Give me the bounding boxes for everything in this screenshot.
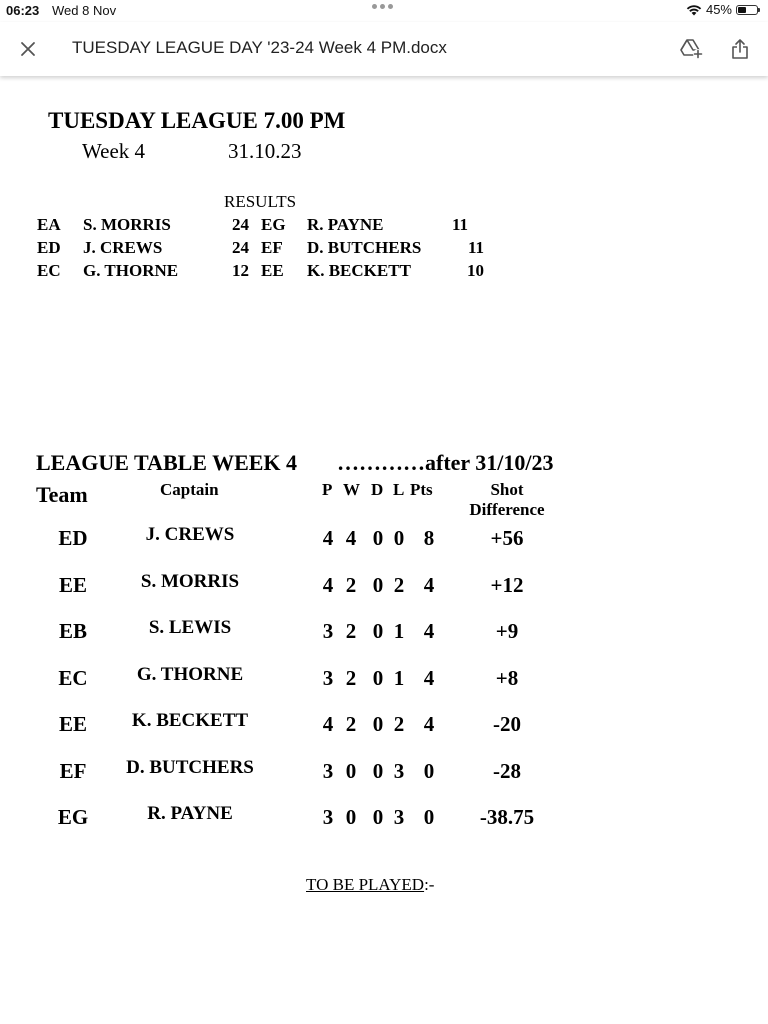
cell-p: 4	[322, 573, 334, 597]
cell-pts: 0	[423, 805, 435, 829]
cell-l: 3	[393, 759, 405, 783]
cell-difference: +12	[490, 573, 524, 597]
cell-d: 0	[372, 712, 384, 736]
status-time: 06:23	[6, 3, 40, 18]
result-captain-a: J. CREWS	[83, 238, 163, 257]
cell-difference: +56	[490, 526, 524, 550]
document-page	[0, 76, 768, 1024]
header-pts: Pts	[410, 480, 433, 499]
cell-captain: S. MORRIS	[140, 571, 240, 592]
wifi-icon	[686, 4, 702, 16]
cell-difference: +8	[495, 666, 519, 690]
cell-w: 0	[345, 759, 357, 783]
header-w: W	[343, 480, 360, 499]
share-button[interactable]	[726, 35, 754, 63]
app-header	[0, 22, 768, 76]
cell-w: 4	[345, 526, 357, 550]
to-be-played	[306, 875, 434, 895]
cell-d: 0	[372, 759, 384, 783]
result-score-b: 11	[452, 215, 469, 234]
to-be-played-label: TO BE PLAYED	[306, 875, 425, 894]
week-date: 31.10.23	[228, 139, 302, 163]
cell-p: 4	[322, 526, 334, 550]
result-score-b: 11	[468, 238, 485, 257]
add-to-drive-button[interactable]	[678, 35, 706, 63]
result-team-b: EE	[261, 261, 284, 280]
header-difference: Difference	[469, 500, 545, 519]
cell-pts: 4	[423, 666, 435, 690]
cell-w: 2	[345, 666, 357, 690]
result-captain-b: K. BECKETT	[307, 261, 411, 280]
cell-team: EB	[58, 619, 87, 643]
cell-d: 0	[372, 526, 384, 550]
result-score-a: 24	[232, 215, 249, 234]
document-heading: TUESDAY LEAGUE 7.00 PM	[48, 108, 346, 133]
result-team-a: EC	[37, 261, 61, 280]
cell-captain: J. CREWS	[145, 524, 235, 545]
cell-difference: -38.75	[479, 805, 535, 829]
battery-icon	[736, 5, 758, 15]
cell-p: 4	[322, 712, 334, 736]
cell-captain: D. BUTCHERS	[126, 757, 254, 778]
cell-l: 1	[393, 666, 405, 690]
to-be-played-suffix: :-	[424, 875, 435, 894]
cell-captain: S. LEWIS	[148, 617, 232, 638]
result-score-a: 12	[232, 261, 249, 280]
cell-difference: +9	[495, 619, 519, 643]
cell-l: 0	[393, 526, 405, 550]
cell-l: 2	[393, 712, 405, 736]
result-score-a: 24	[232, 238, 249, 257]
cell-d: 0	[372, 619, 384, 643]
status-date: Wed 8 Nov	[52, 3, 117, 18]
results-heading: RESULTS	[224, 192, 297, 211]
cell-pts: 4	[423, 619, 435, 643]
status-indicators	[686, 2, 758, 17]
cell-d: 0	[372, 573, 384, 597]
result-team-b: EF	[261, 238, 283, 257]
header-l: L	[393, 480, 405, 499]
cell-l: 1	[393, 619, 405, 643]
close-button[interactable]	[14, 35, 42, 63]
drive-add-icon	[680, 38, 704, 60]
cell-team: EE	[58, 573, 87, 597]
cell-team: EC	[58, 666, 88, 690]
cell-p: 3	[322, 759, 334, 783]
cell-p: 3	[322, 666, 334, 690]
cell-captain: G. THORNE	[136, 664, 244, 685]
result-team-a: EA	[37, 215, 61, 234]
result-team-b: EG	[261, 215, 286, 234]
result-team-a: ED	[37, 238, 61, 257]
cell-captain: R. PAYNE	[147, 803, 233, 824]
close-icon	[20, 41, 36, 57]
result-captain-b: D. BUTCHERS	[307, 238, 422, 257]
battery-percent: 45%	[705, 2, 732, 17]
cell-difference: -20	[493, 712, 521, 736]
cell-l: 3	[393, 805, 405, 829]
header-shot: Shot	[490, 480, 524, 499]
result-captain-a: G. THORNE	[83, 261, 179, 280]
cell-p: 3	[322, 805, 334, 829]
cell-team: EF	[59, 759, 87, 783]
status-bar	[0, 0, 768, 22]
cell-w: 2	[345, 573, 357, 597]
cell-d: 0	[372, 805, 384, 829]
header-d: D	[371, 480, 384, 499]
cell-team: EG	[57, 805, 89, 829]
cell-pts: 4	[423, 573, 435, 597]
cell-team: EE	[58, 712, 87, 736]
header-team: Team	[36, 482, 88, 507]
cell-w: 2	[345, 619, 357, 643]
result-captain-a: S. MORRIS	[83, 215, 171, 234]
cell-d: 0	[372, 666, 384, 690]
cell-pts: 0	[423, 759, 435, 783]
cell-team: ED	[58, 526, 88, 550]
header-p: P	[322, 480, 333, 499]
cell-pts: 4	[423, 712, 435, 736]
cell-difference: -28	[493, 759, 521, 783]
cell-w: 0	[345, 805, 357, 829]
header-captain: Captain	[160, 480, 219, 499]
document-title: TUESDAY LEAGUE DAY '23-24 Week 4 PM.docx	[72, 38, 447, 57]
multitasking-dots-icon[interactable]	[372, 4, 393, 9]
league-table-after: …………after 31/10/23	[337, 450, 554, 475]
league-table-title: LEAGUE TABLE WEEK 4	[36, 450, 298, 475]
cell-p: 3	[322, 619, 334, 643]
week-label: Week 4	[82, 139, 146, 163]
result-captain-b: R. PAYNE	[307, 215, 384, 234]
cell-captain: K. BECKETT	[131, 710, 249, 731]
cell-pts: 8	[423, 526, 435, 550]
share-icon	[731, 38, 749, 60]
cell-l: 2	[393, 573, 405, 597]
result-score-b: 10	[467, 261, 484, 280]
cell-w: 2	[345, 712, 357, 736]
